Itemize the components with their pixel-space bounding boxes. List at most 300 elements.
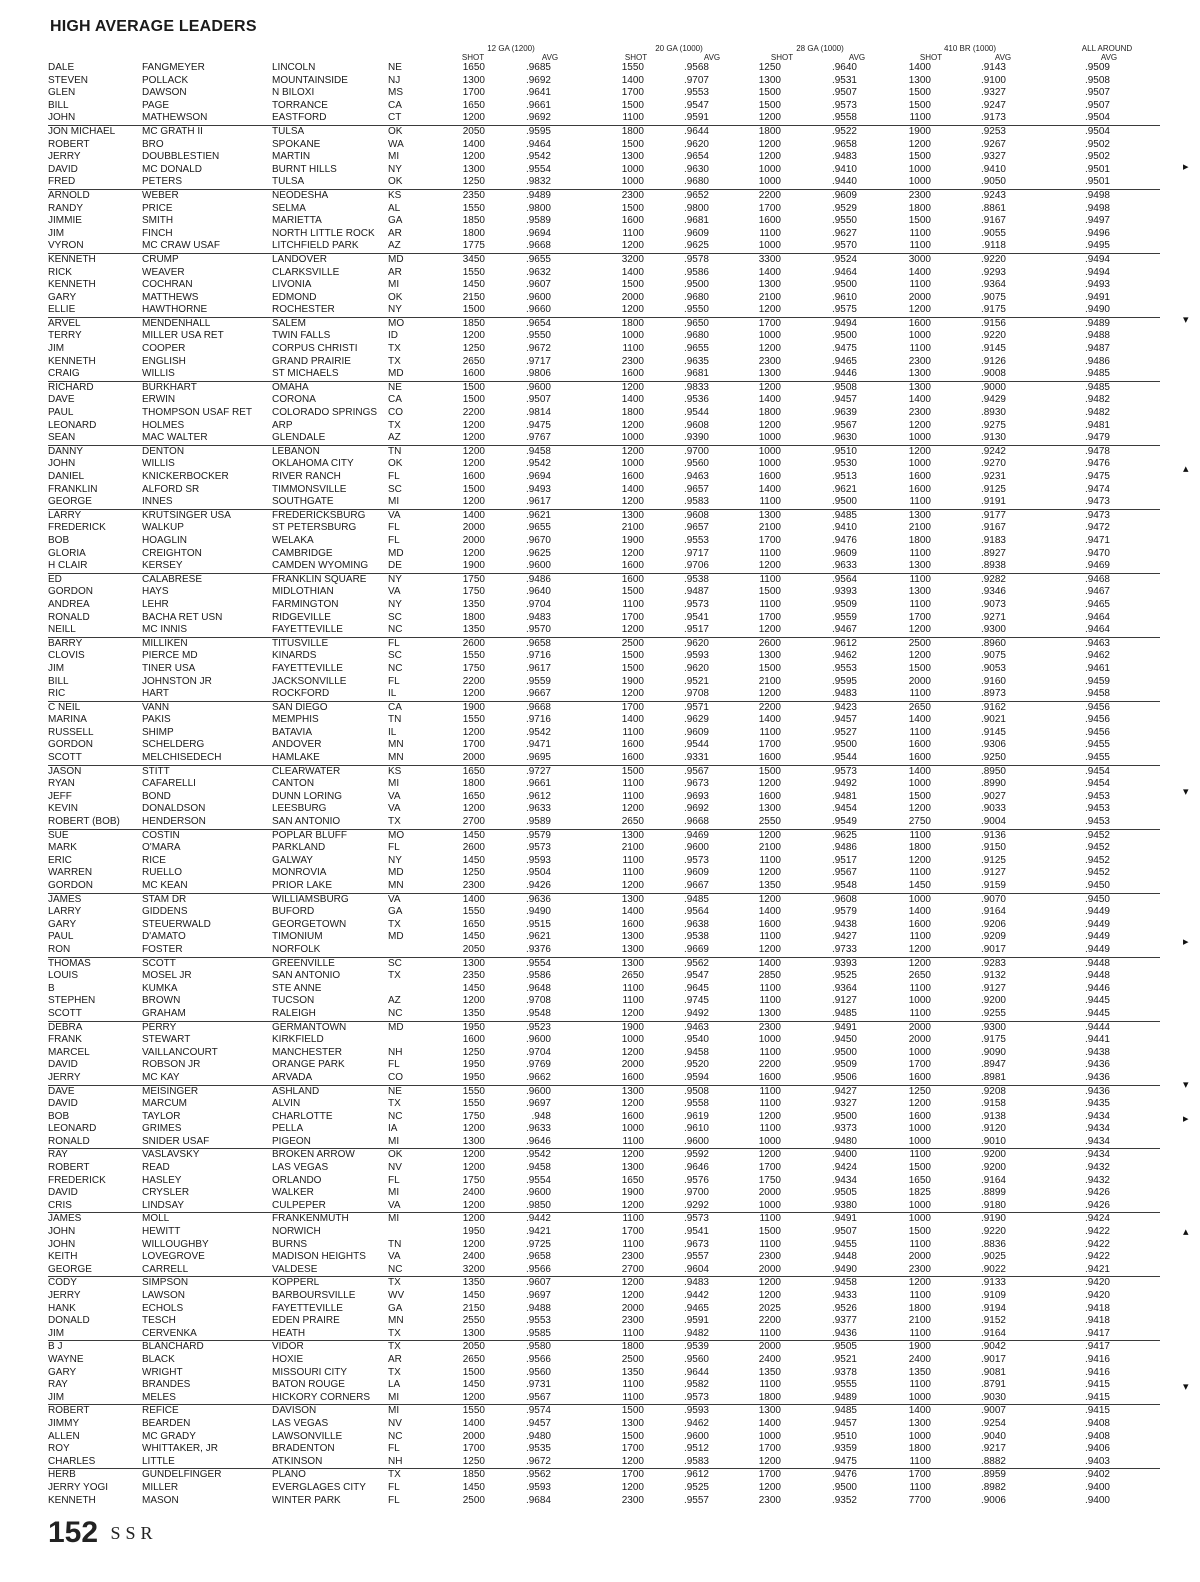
row-spacer bbox=[1110, 381, 1160, 394]
avg-28ga: .9485 bbox=[781, 1405, 857, 1418]
avg-28ga: .9476 bbox=[831, 534, 857, 546]
shot-12ga: 2600 bbox=[462, 842, 485, 854]
shot-12ga: 1950 bbox=[462, 1071, 485, 1083]
shot-12ga: 2000 bbox=[462, 1430, 485, 1442]
city: MARTIN bbox=[272, 151, 311, 163]
avg-28ga: .9608 bbox=[781, 893, 857, 906]
state: CT bbox=[388, 112, 402, 124]
avg-28ga: .9612 bbox=[781, 637, 857, 650]
shot-410br: 1500 bbox=[908, 1162, 931, 1174]
state: VA bbox=[388, 803, 401, 815]
avg-410br: .9010 bbox=[980, 1135, 1006, 1147]
avg-all-around: .9441 bbox=[1084, 1034, 1110, 1046]
shot-410br: 1100 bbox=[909, 279, 931, 291]
group-label-12ga: 12 GA (1200) bbox=[487, 44, 535, 53]
avg-20ga: .9668 bbox=[683, 816, 709, 828]
avg-12ga: .9640 bbox=[525, 586, 551, 598]
avg-410br: .9300 bbox=[980, 624, 1006, 636]
avg-12ga: .9708 bbox=[525, 995, 551, 1007]
avg-28ga: .9567 bbox=[831, 419, 857, 431]
table-row bbox=[48, 458, 1160, 471]
row-spacer bbox=[1110, 1047, 1160, 1060]
shot-12ga: 1200 bbox=[462, 1199, 485, 1211]
state: AZ bbox=[388, 432, 401, 444]
shot-12ga: 1300 bbox=[462, 74, 485, 86]
avg-20ga: .9680 bbox=[683, 176, 709, 188]
avg-28ga: .9510 bbox=[781, 445, 857, 458]
first-name: PAUL bbox=[48, 931, 74, 943]
row-spacer bbox=[1110, 1328, 1160, 1341]
state: MN bbox=[388, 739, 404, 751]
avg-all-around: .9472 bbox=[1084, 522, 1110, 534]
avg-12ga: .9692 bbox=[525, 112, 551, 124]
shot-410br: 1300 bbox=[908, 560, 931, 572]
avg-all-around: .9498 bbox=[1084, 202, 1110, 214]
table-row bbox=[48, 317, 1160, 330]
row-spacer bbox=[1110, 560, 1160, 573]
city: BARBOURSVILLE bbox=[272, 1290, 356, 1301]
table-row bbox=[48, 739, 1160, 752]
first-name: STEVEN bbox=[48, 74, 89, 86]
city: ARP bbox=[272, 419, 293, 431]
table-row bbox=[48, 1085, 1160, 1098]
shot-28ga: 2200 bbox=[758, 1059, 781, 1071]
city: BATAVIA bbox=[272, 726, 313, 738]
last-name: MEISINGER bbox=[142, 1085, 272, 1098]
avg-28ga: .9609 bbox=[781, 189, 857, 202]
avg-20ga: .9646 bbox=[683, 1162, 709, 1174]
avg-28ga: .9505 bbox=[781, 1341, 857, 1354]
shot-20ga: 1100 bbox=[622, 982, 644, 994]
table-row bbox=[48, 420, 1160, 433]
shot-410br: 1100 bbox=[909, 1327, 931, 1339]
first-name: DANIEL bbox=[48, 471, 85, 482]
city: CLARKSVILLE bbox=[272, 266, 340, 278]
avg-20ga: .9487 bbox=[683, 586, 709, 598]
avg-12ga: .9574 bbox=[485, 1405, 551, 1418]
row-spacer bbox=[1110, 752, 1160, 765]
table-row bbox=[48, 765, 1160, 778]
avg-410br: .9190 bbox=[931, 1213, 1006, 1226]
table-row bbox=[48, 1072, 1160, 1085]
state: AZ bbox=[388, 240, 401, 252]
city: STE ANNE bbox=[272, 982, 322, 994]
city: MONROVIA bbox=[272, 867, 327, 879]
subheader-shot: SHOT bbox=[461, 53, 485, 62]
avg-all-around: .9467 bbox=[1084, 586, 1110, 598]
shot-20ga: 1200 bbox=[621, 240, 644, 252]
avg-12ga: .9554 bbox=[525, 163, 551, 175]
avg-all-around: .9432 bbox=[1084, 1162, 1110, 1174]
shot-20ga: 1200 bbox=[621, 547, 644, 559]
state: NE bbox=[388, 62, 402, 73]
avg-410br: .9183 bbox=[980, 534, 1006, 546]
shot-410br: 2000 bbox=[908, 675, 931, 687]
state: VA bbox=[388, 893, 435, 906]
avg-410br: .9167 bbox=[980, 215, 1006, 227]
shot-20ga: 1400 bbox=[621, 483, 644, 495]
last-name: VAILLANCOURT bbox=[142, 1046, 218, 1058]
shot-12ga: 2050 bbox=[435, 1341, 485, 1354]
shot-20ga: 1100 bbox=[622, 867, 644, 879]
avg-all-around: .9479 bbox=[1084, 432, 1110, 444]
avg-20ga: .9708 bbox=[683, 688, 709, 700]
shot-28ga: 1300 bbox=[709, 1405, 781, 1418]
shot-28ga: 1700 bbox=[758, 202, 781, 214]
first-name: LARRY bbox=[48, 509, 142, 522]
avg-12ga: .9559 bbox=[525, 675, 551, 687]
shot-12ga: 1950 bbox=[462, 1226, 485, 1238]
avg-28ga: .9521 bbox=[831, 1353, 857, 1365]
first-name: ELLIE bbox=[48, 304, 76, 316]
row-spacer bbox=[1110, 535, 1160, 548]
city: ORLANDO bbox=[272, 1174, 322, 1186]
avg-12ga: .9567 bbox=[525, 1391, 551, 1403]
avg-all-around: .9497 bbox=[1084, 215, 1110, 227]
last-name: HAYS bbox=[142, 586, 169, 598]
avg-20ga: .9745 bbox=[683, 995, 709, 1007]
shot-28ga: 1400 bbox=[758, 483, 781, 495]
shot-28ga: 1700 bbox=[758, 611, 781, 623]
city: TWIN FALLS bbox=[272, 330, 331, 342]
city: DAVISON bbox=[272, 1405, 388, 1418]
avg-12ga: .9731 bbox=[525, 1379, 551, 1391]
avg-20ga: .9700 bbox=[644, 445, 709, 458]
avg-28ga: .9380 bbox=[831, 1199, 857, 1211]
state: MI bbox=[388, 1405, 435, 1418]
state: OK bbox=[388, 291, 403, 303]
avg-20ga: .9610 bbox=[683, 1123, 709, 1135]
avg-410br: .9250 bbox=[980, 752, 1006, 764]
subheader-avg: AVG bbox=[848, 53, 866, 62]
avg-12ga: .9660 bbox=[525, 304, 551, 316]
city: PIGEON bbox=[272, 1135, 311, 1147]
row-spacer bbox=[1110, 496, 1160, 509]
avg-20ga: .9645 bbox=[683, 982, 709, 994]
avg-20ga: .9508 bbox=[644, 1085, 709, 1098]
avg-20ga: .9680 bbox=[683, 291, 709, 303]
shot-12ga: 1750 bbox=[462, 662, 485, 674]
avg-20ga: .9707 bbox=[683, 74, 709, 86]
first-name: JASON bbox=[48, 765, 142, 778]
shot-12ga: 1450 bbox=[462, 279, 485, 291]
avg-410br: .9243 bbox=[931, 189, 1006, 202]
shot-410br: 1350 bbox=[908, 1366, 931, 1378]
shot-12ga: 2650 bbox=[462, 355, 485, 367]
last-name: ENGLISH bbox=[142, 355, 186, 367]
city: NORTH LITTLE ROCK bbox=[272, 227, 375, 239]
first-name: CLOVIS bbox=[48, 650, 85, 662]
avg-410br: .9109 bbox=[980, 1290, 1006, 1301]
state: FL bbox=[388, 1481, 400, 1493]
last-name: MILLER bbox=[142, 1481, 179, 1493]
shot-12ga: 1200 bbox=[462, 1123, 485, 1135]
table-row bbox=[48, 1495, 1160, 1508]
row-spacer bbox=[1110, 1443, 1160, 1456]
avg-all-around: .9490 bbox=[1084, 304, 1110, 316]
shot-28ga: 1600 bbox=[758, 1071, 781, 1083]
avg-12ga: .9554 bbox=[485, 957, 551, 970]
avg-28ga: .9558 bbox=[831, 112, 857, 124]
first-name: RONALD bbox=[48, 1135, 90, 1147]
state: GA bbox=[388, 1302, 403, 1314]
shot-12ga: 2500 bbox=[462, 1494, 485, 1506]
first-name: C NEIL bbox=[48, 701, 142, 714]
avg-28ga: .9595 bbox=[831, 675, 857, 687]
avg-20ga: .9644 bbox=[644, 125, 709, 138]
last-name: MELCHISEDECH bbox=[142, 752, 222, 764]
last-name: CALABRESE bbox=[142, 573, 272, 586]
publication-label: SSR bbox=[110, 1522, 158, 1543]
avg-12ga: .9542 bbox=[525, 726, 551, 738]
shot-410br: 1300 bbox=[857, 509, 931, 522]
avg-all-around: .9448 bbox=[1006, 957, 1110, 970]
avg-410br: .9220 bbox=[931, 253, 1006, 266]
shot-410br: 1400 bbox=[908, 714, 931, 726]
avg-28ga: .9506 bbox=[831, 1071, 857, 1083]
shot-410br: 1500 bbox=[908, 1226, 931, 1238]
shot-28ga: 1000 bbox=[758, 240, 781, 252]
shot-20ga: 1000 bbox=[621, 163, 644, 175]
shot-20ga: 1200 bbox=[621, 1098, 644, 1110]
avg-12ga: .9486 bbox=[485, 573, 551, 586]
row-spacer bbox=[1110, 125, 1160, 138]
shot-20ga: 2300 bbox=[551, 189, 644, 202]
avg-28ga: .9434 bbox=[831, 1174, 857, 1186]
shot-12ga: 1550 bbox=[462, 1098, 485, 1110]
city: LEESBURG bbox=[272, 803, 327, 815]
avg-12ga: .9621 bbox=[525, 931, 551, 943]
avg-28ga: .9457 bbox=[831, 394, 857, 406]
avg-all-around: .9502 bbox=[1084, 151, 1110, 163]
shot-20ga: 2000 bbox=[621, 291, 644, 303]
last-name: PERRY bbox=[142, 1021, 272, 1034]
table-row bbox=[48, 1392, 1160, 1405]
shot-410br: 1100 bbox=[909, 931, 931, 943]
avg-410br: .8982 bbox=[980, 1481, 1006, 1493]
avg-28ga: .9575 bbox=[831, 304, 857, 316]
shot-12ga: 1200 bbox=[462, 496, 485, 508]
avg-410br: .9118 bbox=[981, 240, 1006, 252]
shot-28ga: 2200 bbox=[709, 701, 781, 714]
state: NV bbox=[388, 1417, 402, 1429]
shot-28ga: 1100 bbox=[709, 1085, 781, 1098]
city: GERMANTOWN bbox=[272, 1021, 388, 1034]
avg-all-around: .9452 bbox=[1084, 842, 1110, 854]
table-row bbox=[48, 586, 1160, 599]
row-spacer bbox=[1110, 189, 1160, 202]
city: CLEARWATER bbox=[272, 765, 388, 778]
city: KINARDS bbox=[272, 650, 317, 662]
state: TX bbox=[388, 1098, 401, 1110]
avg-20ga: .9604 bbox=[683, 1263, 709, 1275]
first-name: JERRY bbox=[48, 151, 81, 163]
avg-20ga: .9700 bbox=[683, 1187, 709, 1199]
shot-20ga: 2300 bbox=[621, 1251, 644, 1263]
shot-410br: 1600 bbox=[908, 1071, 931, 1083]
first-name: WARREN bbox=[48, 867, 93, 879]
shot-12ga: 1300 bbox=[462, 163, 485, 175]
avg-410br: .9180 bbox=[980, 1199, 1006, 1211]
avg-20ga: .9635 bbox=[683, 355, 709, 367]
avg-all-around: .9450 bbox=[1084, 880, 1110, 891]
avg-20ga: .9562 bbox=[644, 957, 709, 970]
state: MD bbox=[388, 931, 404, 943]
city: OMAHA bbox=[272, 381, 388, 394]
subheader-shot: SHOT bbox=[770, 53, 794, 62]
shot-28ga: 1500 bbox=[758, 99, 781, 111]
first-name: CRIS bbox=[48, 1199, 72, 1211]
shot-410br: 1000 bbox=[908, 1135, 931, 1147]
city: ARVADA bbox=[272, 1071, 313, 1083]
first-name: PAUL bbox=[48, 407, 74, 419]
shot-28ga: 1300 bbox=[758, 803, 781, 815]
table-row bbox=[48, 1354, 1160, 1367]
avg-410br: .9120 bbox=[980, 1123, 1006, 1135]
state: NY bbox=[388, 573, 435, 586]
avg-all-around: .9453 bbox=[1084, 803, 1110, 815]
last-name: HOLMES bbox=[142, 419, 185, 431]
shot-28ga: 1100 bbox=[759, 1046, 781, 1058]
shot-20ga: 1200 bbox=[621, 1481, 644, 1493]
subheader-avg: AVG bbox=[541, 53, 559, 62]
city: KIRKFIELD bbox=[272, 1034, 324, 1046]
avg-28ga: .9457 bbox=[831, 714, 857, 726]
shot-12ga: 2650 bbox=[462, 1353, 485, 1365]
row-spacer bbox=[1110, 420, 1160, 433]
shot-12ga: 1250 bbox=[462, 176, 485, 188]
state: MO bbox=[388, 317, 435, 330]
table-row bbox=[48, 1367, 1160, 1380]
shot-20ga: 2300 bbox=[621, 1494, 644, 1506]
state: NC bbox=[388, 1430, 403, 1442]
shot-410br: 1100 bbox=[909, 496, 931, 508]
table-row bbox=[48, 215, 1160, 228]
avg-410br: .9327 bbox=[980, 87, 1006, 99]
city: NORWICH bbox=[272, 1226, 321, 1238]
state: TX bbox=[388, 355, 401, 367]
first-name: MARK bbox=[48, 842, 77, 854]
avg-20ga: .9544 bbox=[683, 407, 709, 419]
shot-20ga: 1400 bbox=[621, 74, 644, 86]
avg-410br: .9429 bbox=[980, 394, 1006, 406]
state: CA bbox=[388, 394, 402, 406]
city: SAN DIEGO bbox=[272, 701, 388, 714]
first-name: FRED bbox=[48, 176, 76, 188]
avg-12ga: .9570 bbox=[525, 624, 551, 636]
avg-410br: .9293 bbox=[980, 266, 1006, 278]
row-spacer bbox=[1110, 599, 1160, 612]
avg-all-around: .9494 bbox=[1006, 253, 1110, 266]
shot-28ga: 1200 bbox=[758, 560, 781, 572]
avg-20ga: .9560 bbox=[683, 458, 709, 470]
avg-410br: .9130 bbox=[980, 432, 1006, 444]
avg-20ga: .9593 bbox=[683, 650, 709, 662]
last-name: FANGMEYER bbox=[142, 62, 205, 73]
shot-410br: 1100 bbox=[909, 227, 931, 239]
shot-28ga: 1200 bbox=[758, 151, 781, 163]
shot-410br: 1400 bbox=[857, 1405, 931, 1418]
row-spacer bbox=[1110, 637, 1160, 650]
avg-all-around: .9434 bbox=[1084, 1123, 1110, 1135]
first-name: HERB bbox=[48, 1469, 142, 1482]
city: FAYETTEVILLE bbox=[272, 1302, 343, 1314]
avg-20ga: .9630 bbox=[683, 163, 709, 175]
shot-28ga: 1800 bbox=[758, 407, 781, 419]
first-name: BARRY bbox=[48, 637, 142, 650]
shot-20ga: 1900 bbox=[621, 675, 644, 687]
avg-all-around: .9495 bbox=[1084, 240, 1110, 252]
state: LA bbox=[388, 1379, 401, 1391]
shot-12ga: 2000 bbox=[462, 522, 485, 534]
group-label-410br: 410 BR (1000) bbox=[943, 44, 997, 53]
first-name: KEVIN bbox=[48, 803, 79, 815]
avg-410br: .9191 bbox=[980, 496, 1006, 508]
avg-12ga: .9542 bbox=[485, 1149, 551, 1162]
city: MIDLOTHIAN bbox=[272, 586, 334, 598]
shot-20ga: 1600 bbox=[621, 368, 644, 380]
city: ST PETERSBURG bbox=[272, 522, 357, 534]
row-spacer bbox=[1110, 880, 1160, 893]
row-spacer bbox=[1110, 1431, 1160, 1444]
city: TUCSON bbox=[272, 995, 315, 1007]
shot-410br: 1800 bbox=[908, 202, 931, 214]
city: ANDOVER bbox=[272, 739, 322, 751]
shot-12ga: 2350 bbox=[435, 189, 485, 202]
avg-410br: .9300 bbox=[931, 1021, 1006, 1034]
first-name: RONALD bbox=[48, 611, 90, 623]
shot-28ga: 1200 bbox=[709, 381, 781, 394]
city: FAYETTEVILLE bbox=[272, 624, 343, 636]
last-name: HEWITT bbox=[142, 1226, 181, 1238]
last-name: HART bbox=[142, 688, 170, 700]
row-spacer bbox=[1110, 75, 1160, 88]
state: NC bbox=[388, 624, 403, 636]
shot-28ga: 1100 bbox=[759, 1098, 781, 1110]
state: NC bbox=[388, 1007, 403, 1019]
avg-28ga: .9500 bbox=[831, 739, 857, 751]
last-name: HASLEY bbox=[142, 1174, 182, 1186]
row-spacer bbox=[1110, 1034, 1160, 1047]
state: MS bbox=[388, 87, 403, 99]
avg-12ga: .9727 bbox=[485, 765, 551, 778]
avg-410br: .8947 bbox=[980, 1059, 1006, 1071]
state: KS bbox=[388, 765, 435, 778]
last-name: BACHA RET USN bbox=[142, 611, 223, 623]
table-row bbox=[48, 1264, 1160, 1277]
avg-all-around: .9417 bbox=[1006, 1341, 1110, 1354]
table-row bbox=[48, 394, 1160, 407]
state: KS bbox=[388, 189, 435, 202]
last-name: MC CRAW USAF bbox=[142, 240, 220, 252]
shot-12ga: 1650 bbox=[462, 62, 485, 73]
shot-28ga: 1800 bbox=[758, 1391, 781, 1403]
shot-410br: 1100 bbox=[857, 573, 931, 586]
first-name: RIC bbox=[48, 688, 66, 700]
avg-12ga: .9617 bbox=[525, 662, 551, 674]
avg-12ga: .9548 bbox=[525, 1007, 551, 1019]
row-spacer bbox=[1110, 944, 1160, 957]
avg-410br: .9075 bbox=[980, 650, 1006, 662]
row-spacer bbox=[1110, 1239, 1160, 1252]
shot-20ga: 1300 bbox=[551, 829, 644, 842]
city: LAWSONVILLE bbox=[272, 1430, 343, 1442]
shot-410br: 1100 bbox=[909, 343, 931, 355]
avg-410br: .9127 bbox=[980, 982, 1006, 994]
state: NH bbox=[388, 1046, 403, 1058]
shot-20ga: 1700 bbox=[621, 87, 644, 99]
table-row bbox=[48, 176, 1160, 189]
